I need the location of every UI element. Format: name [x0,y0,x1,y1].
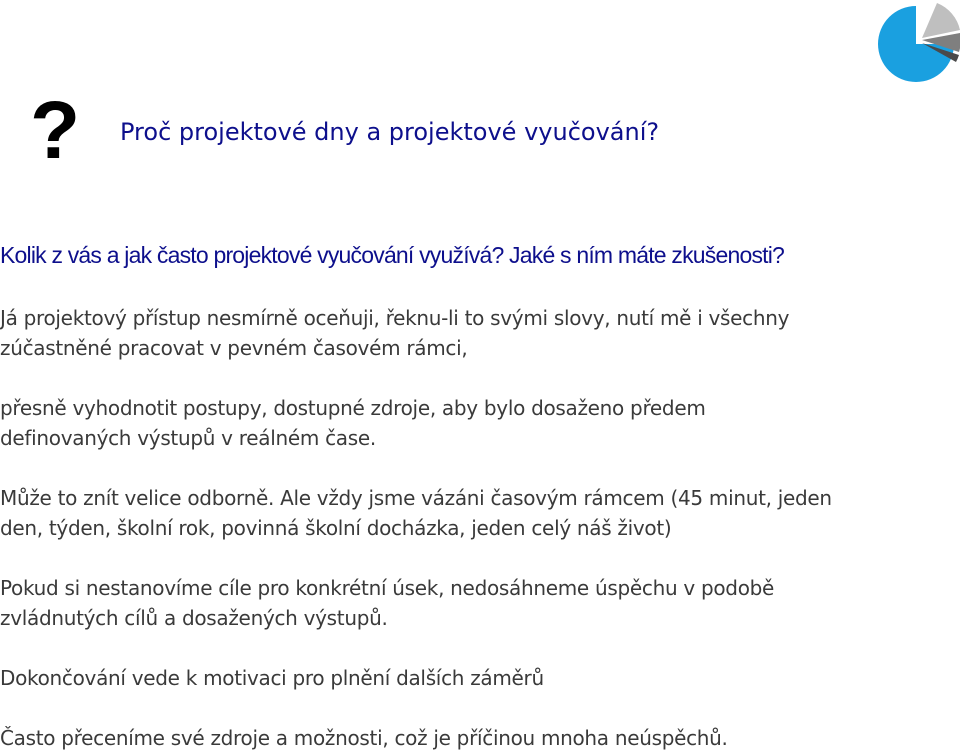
paragraph-line: přesně vyhodnotit postupy, dostupné zdroje, aby bylo dosaženo předem [0,396,706,420]
paragraph-line: definovaných výstupů v reálném čase. [0,426,376,450]
paragraph [0,483,958,543]
paragraph-line: den, týden, školní rok, povinná školní docházka, jeden celý náš život) [0,516,672,540]
paragraph [0,573,958,633]
paragraph-line: Já projektový přístup nesmírně oceňuji, řeknu-li to svými slovy, nutí mě i všechny [0,306,790,330]
subtitle-question: Kolik z vás a jak často projektové vyučování využívá? Jaké s ním máte zkušenosti? [0,242,785,268]
paragraph-line: zúčastněné pracovat v pevném časovém rámci, [0,336,468,360]
page-title: Proč projektové dny a projektové vyučování? [120,118,660,146]
paragraph-line: Může to znít velice odborně. Ale vždy jsme vázáni časovým rámcem (45 minut, jeden [0,486,832,510]
question-mark-symbol: ? [30,85,81,176]
body-text [0,303,958,753]
paragraph-line: Dokončování vede k motivaci pro plnění dalších záměrů [0,666,544,690]
pie-chart-icon [876,0,960,84]
paragraph [0,723,958,753]
paragraph [0,393,958,453]
paragraph [0,303,958,363]
paragraph [0,663,958,693]
paragraph-line: zvládnutých cílů a dosažených výstupů. [0,606,388,630]
paragraph-line: Často přeceníme své zdroje a možnosti, což je příčinou mnoha neúspěchů. [0,726,728,750]
paragraph-line: Pokud si nestanovíme cíle pro konkrétní úsek, nedosáhneme úspěchu v podobě [0,576,775,600]
